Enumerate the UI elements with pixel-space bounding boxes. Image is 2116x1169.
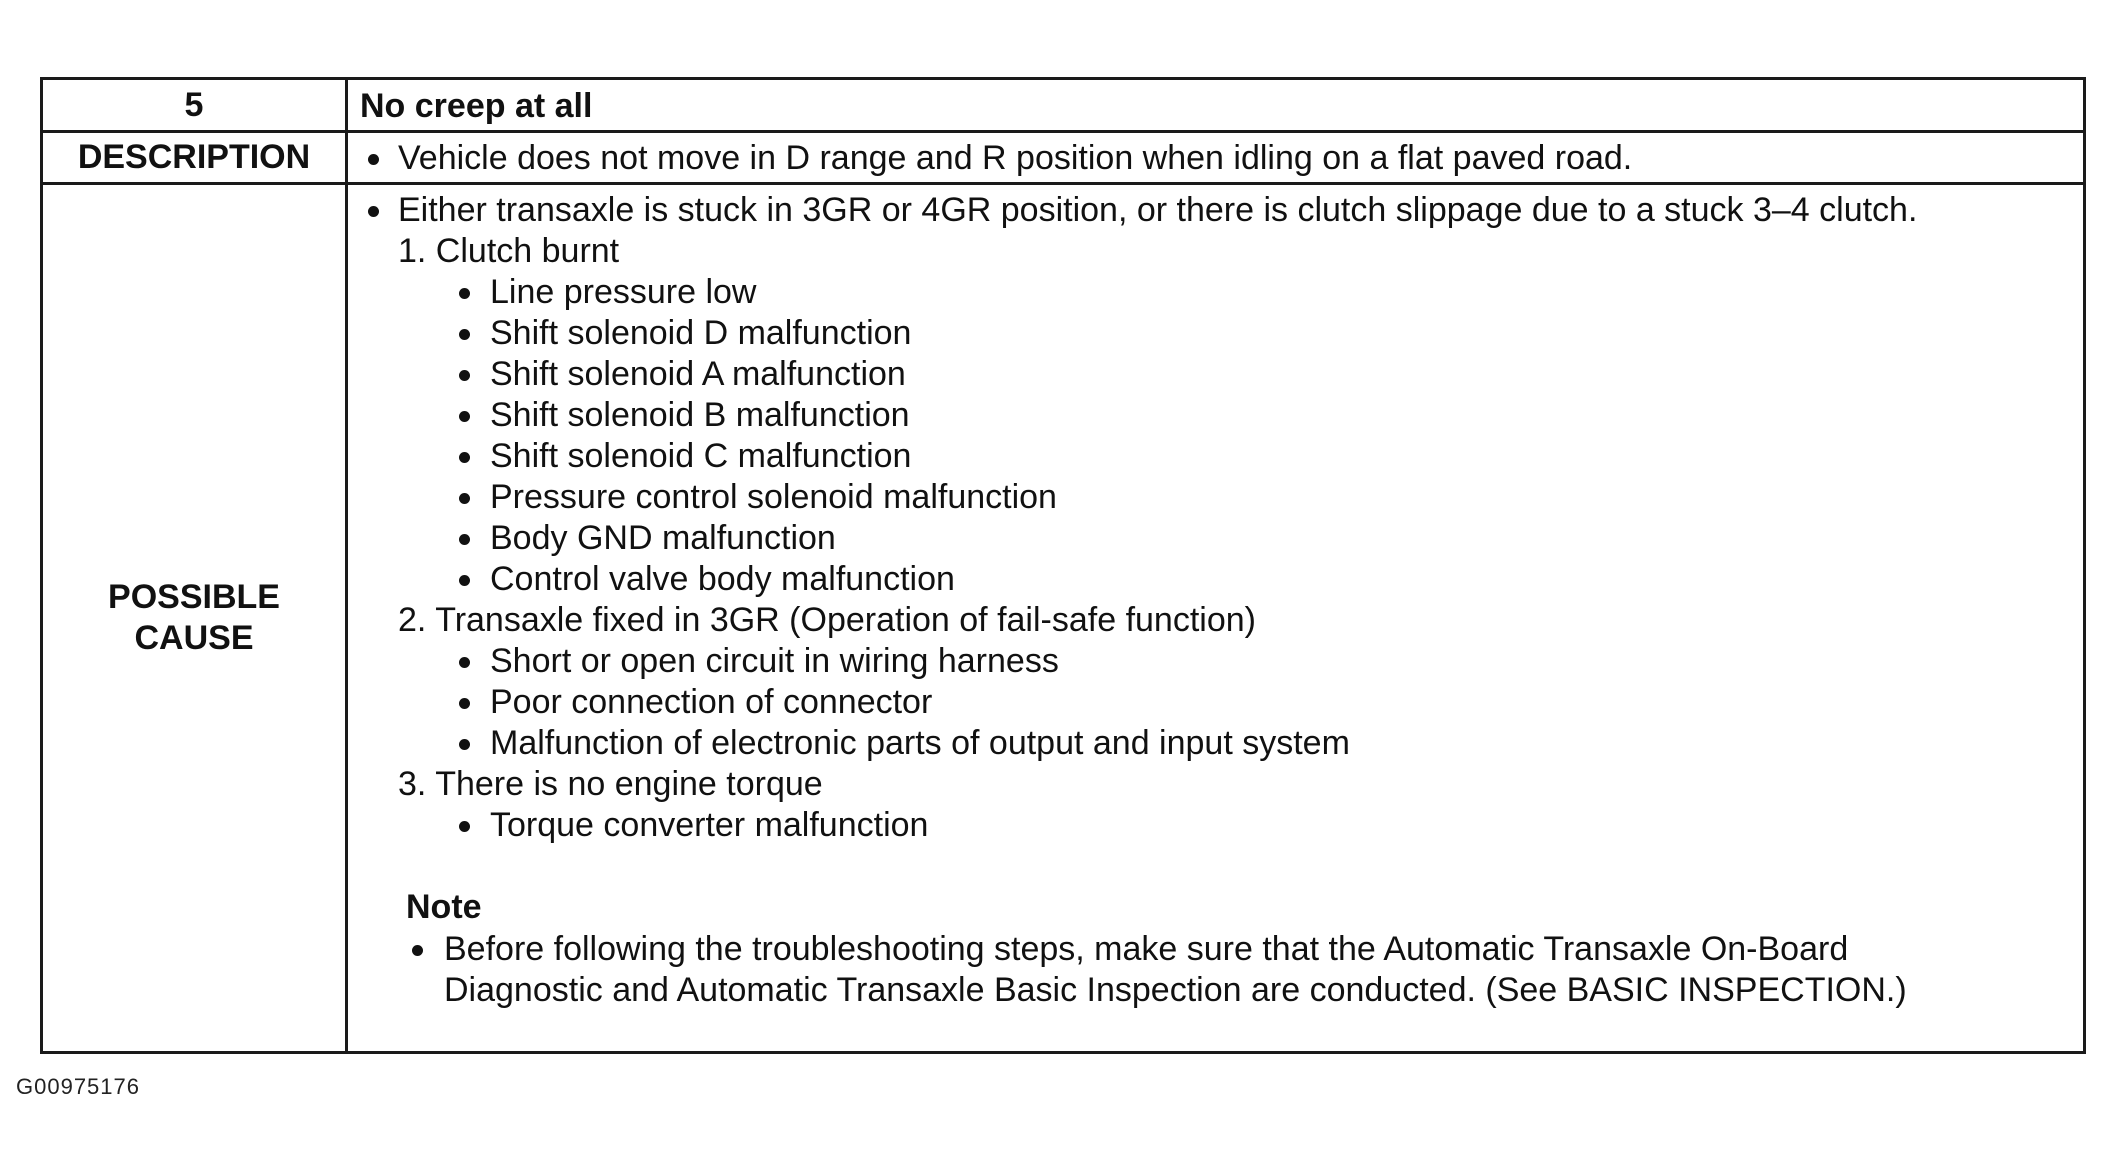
possible-cause-label xyxy=(43,185,345,1051)
symptom-title: No creep at all xyxy=(360,87,593,125)
cause-1-item: Control valve body malfunction xyxy=(490,560,955,598)
cause-1-item: Shift solenoid C malfunction xyxy=(490,437,912,475)
bullet xyxy=(459,493,470,504)
cause-1-item: Body GND malfunction xyxy=(490,519,836,557)
figure-id: G00975176 xyxy=(16,1074,140,1099)
cause-1-item: Pressure control solenoid malfunction xyxy=(490,478,1057,516)
bullet xyxy=(459,821,470,832)
bullet xyxy=(412,945,423,956)
possible-cause-label-line2: CAUSE xyxy=(134,619,254,657)
bullet xyxy=(459,370,470,381)
troubleshooting-table xyxy=(40,77,2086,1054)
cause-1-item: Shift solenoid B malfunction xyxy=(490,396,910,434)
item-number: 5 xyxy=(184,85,204,124)
cause-1-item: Shift solenoid A malfunction xyxy=(490,355,906,393)
bullet xyxy=(459,534,470,545)
cause-1-item: Line pressure low xyxy=(490,273,757,311)
bullet xyxy=(459,698,470,709)
possible-cause-cell xyxy=(348,185,2083,1051)
bullet xyxy=(459,575,470,586)
cause-2-title: 2. Transaxle fixed in 3GR (Operation of fail-safe function) xyxy=(398,601,1256,639)
bullet xyxy=(459,739,470,750)
bullet xyxy=(368,154,379,165)
bullet xyxy=(459,411,470,422)
note-line-1: Before following the troubleshooting steps, make sure that the Automatic Transaxle On-Board xyxy=(444,930,1849,968)
bullet xyxy=(459,452,470,463)
cause-1-title: 1. Clutch burnt xyxy=(398,232,620,270)
cause-3-title: 3. There is no engine torque xyxy=(398,765,823,803)
cause-2-item: Short or open circuit in wiring harness xyxy=(490,642,1059,680)
cause-1-item: Shift solenoid D malfunction xyxy=(490,314,912,352)
possible-cause-label-line1: POSSIBLE xyxy=(108,578,280,616)
note-line-2: Diagnostic and Automatic Transaxle Basic Inspection are conducted. (See BASIC INSPECTION.) xyxy=(444,971,1907,1009)
bullet xyxy=(459,329,470,340)
cause-2-item: Malfunction of electronic parts of output and input system xyxy=(490,724,1350,762)
bullet xyxy=(459,657,470,668)
description-label: DESCRIPTION xyxy=(77,138,311,176)
description-cell xyxy=(348,133,2083,182)
header-cell xyxy=(348,80,2083,130)
bullet xyxy=(368,206,379,217)
bullet xyxy=(459,288,470,299)
cause-2-item: Poor connection of connector xyxy=(490,683,933,721)
header-row xyxy=(43,80,2083,133)
cause-intro: Either transaxle is stuck in 3GR or 4GR position, or there is clutch slippage due to a stuck 3–4 clutch. xyxy=(398,191,1918,229)
possible-cause-row xyxy=(43,185,2083,1051)
description-text: Vehicle does not move in D range and R position when idling on a flat paved road. xyxy=(398,139,1633,177)
description-row xyxy=(43,133,2083,185)
cause-3-item: Torque converter malfunction xyxy=(490,806,929,844)
note-heading: Note xyxy=(406,888,482,926)
